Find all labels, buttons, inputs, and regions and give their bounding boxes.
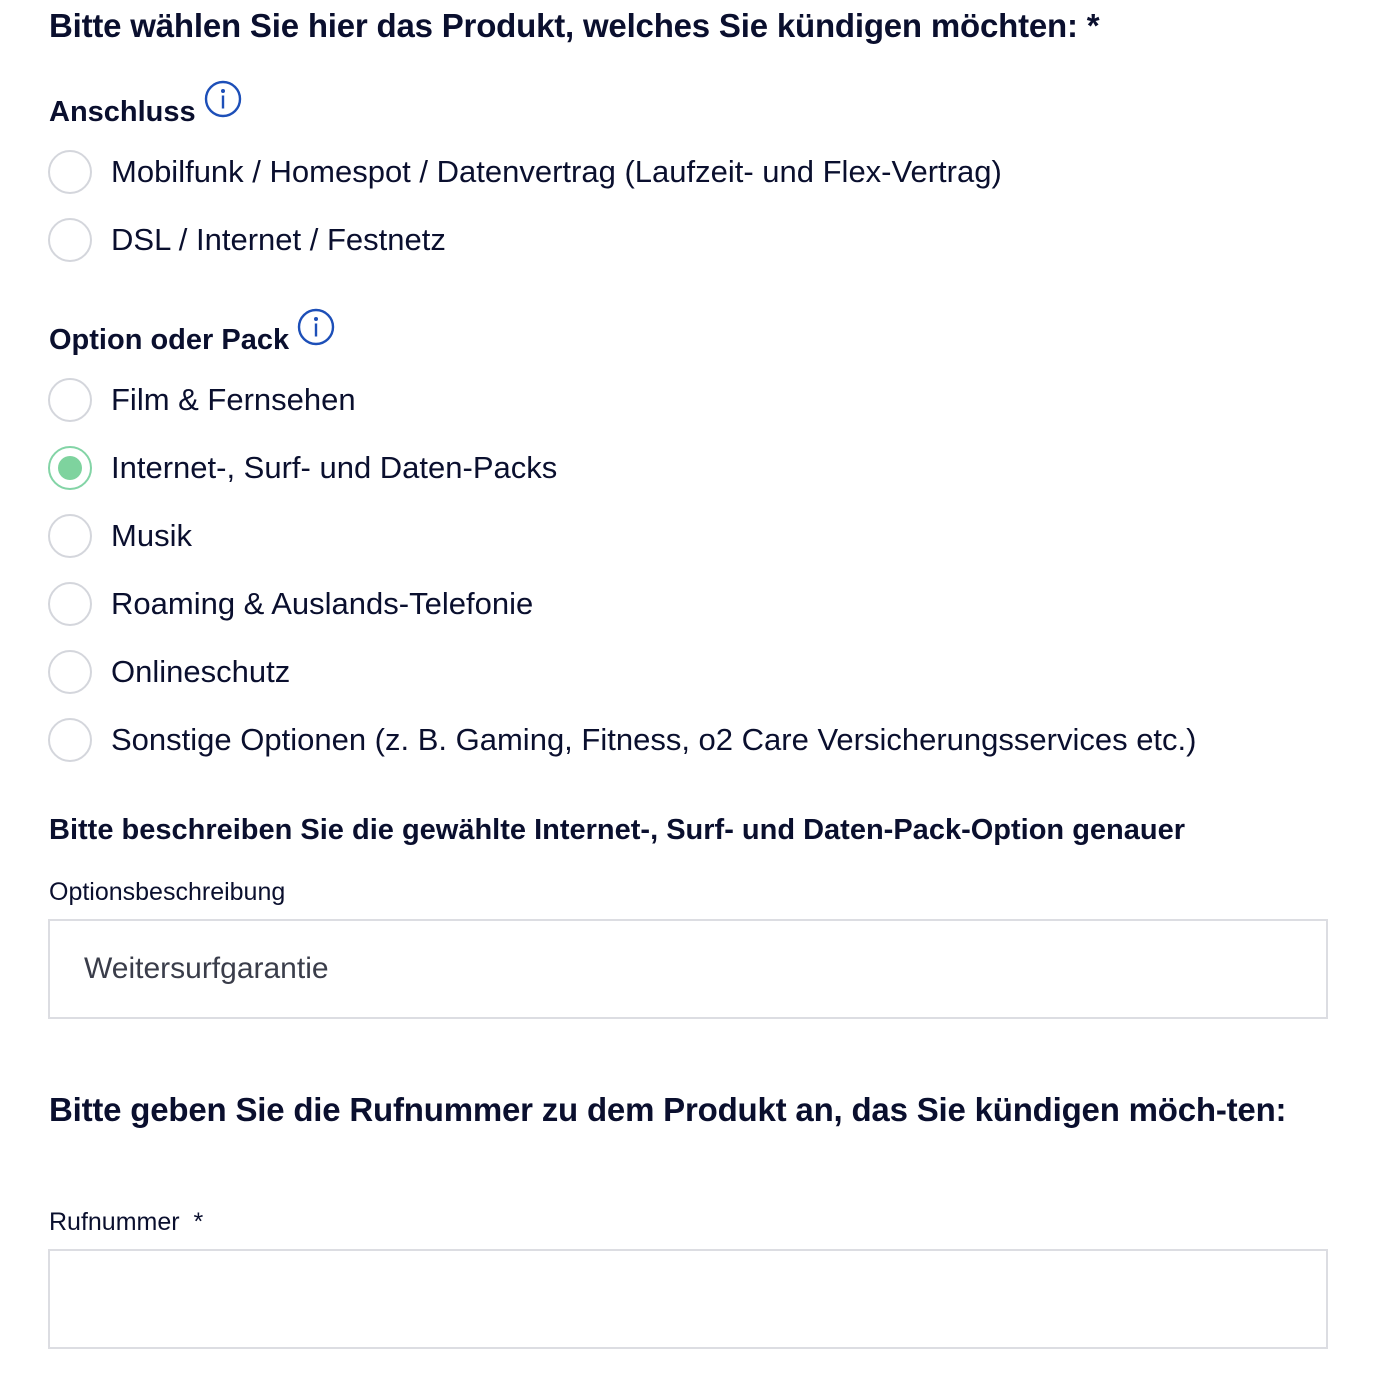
radio-button[interactable] <box>48 582 92 626</box>
radio-option-sonstige[interactable] <box>48 716 1196 764</box>
radio-button[interactable] <box>48 514 92 558</box>
phone-heading-text: Bitte geben Sie die Rufnummer zu dem Produkt an, das Sie kündigen möch-ten: <box>49 1091 1287 1128</box>
radio-button[interactable] <box>48 218 92 262</box>
option-pack-group-title <box>49 320 335 358</box>
radio-option-dsl[interactable] <box>48 216 446 264</box>
rufnummer-input[interactable] <box>48 1249 1328 1349</box>
info-icon[interactable] <box>297 308 335 346</box>
rufnummer-label: Rufnummer * <box>49 1208 204 1236</box>
radio-label: DSL / Internet / Festnetz <box>111 222 446 257</box>
radio-label: Roaming & Auslands-Telefonie <box>111 586 534 621</box>
radio-label: Mobilfunk / Homespot / Datenvertrag (Laufzeit- und Flex-Vertrag) <box>111 154 1002 189</box>
anschluss-group-title <box>49 92 242 130</box>
optionsbeschreibung-input[interactable] <box>48 919 1328 1019</box>
phone-heading <box>49 1085 1289 1135</box>
radio-option-roaming[interactable] <box>48 580 533 628</box>
radio-button[interactable] <box>48 378 92 422</box>
radio-label: Internet-, Surf- und Daten-Packs <box>111 450 558 485</box>
radio-option-internet-packs[interactable] <box>48 444 557 492</box>
radio-option-mobilfunk[interactable] <box>48 148 1002 196</box>
radio-label: Musik <box>111 518 192 553</box>
info-icon[interactable] <box>204 80 242 118</box>
product-selection-title: Bitte wählen Sie hier das Produkt, welches Sie kündigen möchten: * <box>49 7 1100 44</box>
radio-option-film-fernsehen[interactable] <box>48 376 356 424</box>
description-heading: Bitte beschreiben Sie die gewählte Internet-, Surf- und Daten-Pack-Option genauer <box>49 814 1186 846</box>
radio-button[interactable] <box>48 150 92 194</box>
option-pack-label: Option oder Pack <box>49 324 290 356</box>
radio-option-onlineschutz[interactable] <box>48 648 290 696</box>
radio-button-checked[interactable] <box>48 446 92 490</box>
radio-label: Onlineschutz <box>111 654 291 689</box>
input-value: Weitersurfgarantie <box>84 952 329 985</box>
radio-label: Film & Fernsehen <box>111 382 356 417</box>
radio-option-musik[interactable] <box>48 512 192 560</box>
anschluss-label: Anschluss <box>49 96 196 128</box>
radio-button[interactable] <box>48 718 92 762</box>
optionsbeschreibung-label: Optionsbeschreibung <box>49 878 286 906</box>
radio-button[interactable] <box>48 650 92 694</box>
radio-label: Sonstige Optionen (z. B. Gaming, Fitness, o2 Care Versicherungsservices etc.) <box>111 722 1197 757</box>
